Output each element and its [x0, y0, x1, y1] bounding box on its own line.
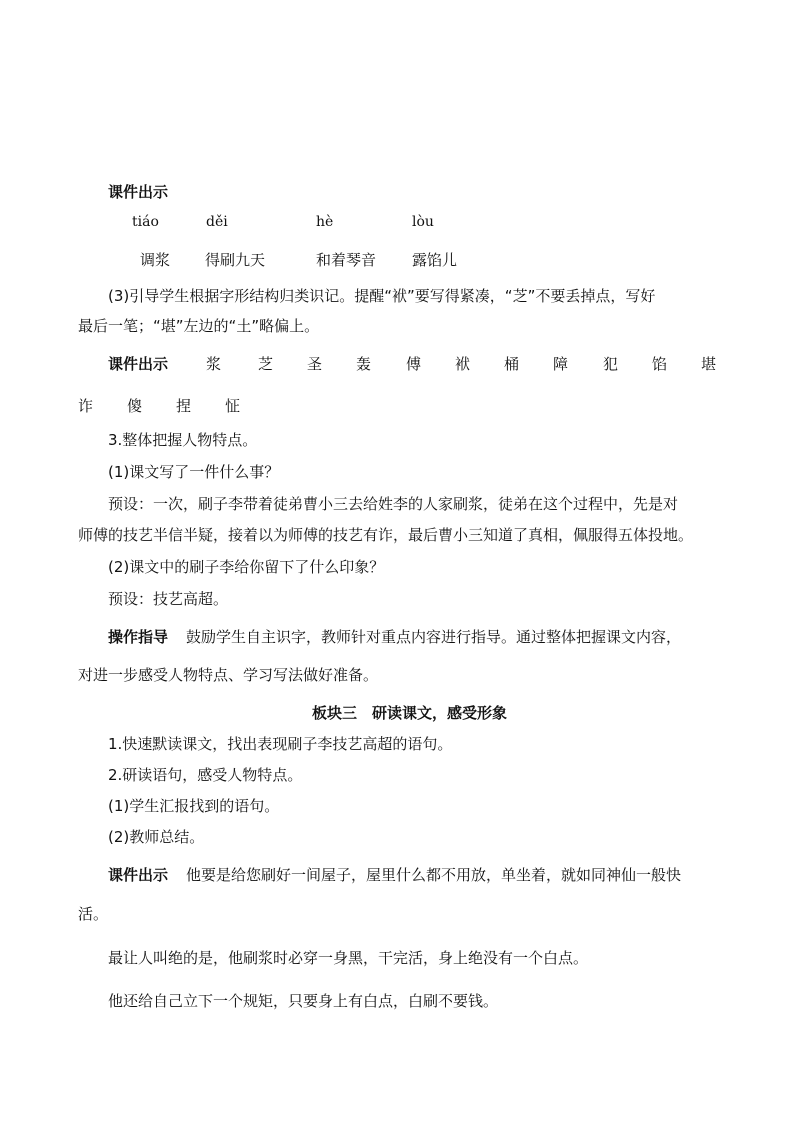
char-14: 捏 [176, 397, 192, 415]
operation-guide-label: 操作指导 [108, 628, 169, 646]
vocab-word-4: 露馅儿 [412, 251, 458, 269]
question-1: (1)课文写了一件什么事？ [108, 463, 280, 481]
char-6: 袱 [455, 355, 471, 373]
question-2: (2)课文中的刷子李给你留下了什么印象？ [108, 558, 385, 576]
char-7: 桶 [504, 355, 520, 373]
operation-guide-line-2: 对进一步感受人物特点、学习写法做好准备。 [78, 666, 379, 684]
char-2: 芝 [258, 355, 274, 373]
char-3: 圣 [307, 355, 323, 373]
pinyin-3: hè [316, 214, 334, 230]
char-15: 怔 [225, 397, 241, 415]
courseware-label-2: 课件出示 [108, 355, 169, 373]
char-1: 浆 [206, 355, 222, 373]
pinyin-1: tiáo [132, 214, 159, 230]
paragraph-3-line-2: 最后一笔；“堪”左边的“土”略偏上。 [78, 317, 320, 335]
char-5: 傅 [406, 355, 422, 373]
courseware-label-1: 课件出示 [108, 183, 169, 201]
vocab-word-3: 和着琴音 [316, 251, 377, 269]
courseware-3-line-2: 活。 [78, 905, 109, 923]
vocab-word-2: 得刷九天 [205, 251, 266, 269]
paragraph-3-line-1: (3)引导学生根据字形结构归类识记。提醒“袱”要写得紧凑，“芝”不要丢掉点，写好 [108, 287, 656, 305]
char-8: 障 [553, 355, 569, 373]
pinyin-2: děi [206, 214, 228, 230]
quote-2: 最让人叫绝的是，他刷浆时必穿一身黑，干完活，身上绝没有一个白点。 [108, 949, 589, 967]
item-3-heading: 3.整体把握人物特点。 [108, 431, 258, 449]
char-4: 轰 [356, 355, 372, 373]
char-11: 堪 [701, 355, 717, 373]
block-3-sub-2: (2)教师总结。 [108, 828, 205, 846]
char-12: 诈 [78, 397, 94, 415]
preset-1-line-2: 师傅的技艺半信半疑，接着以为师傅的技艺有诈，最后曹小三知道了真相，佩服得五体投地。 [78, 526, 694, 544]
char-9: 犯 [603, 355, 619, 373]
vocab-word-1: 调浆 [140, 251, 171, 269]
block-3-item-1: 1.快速默读课文，找出表现刷子李技艺高超的语句。 [108, 735, 453, 753]
char-10: 馅 [652, 355, 668, 373]
block-3-title: 板块三 研读课文，感受形象 [312, 704, 508, 722]
pinyin-4: lòu [412, 214, 434, 230]
preset-1-line-1: 预设：一次，刷子李带着徒弟曹小三去给姓李的人家刷浆，徒弟在这个过程中，先是对 [108, 495, 679, 513]
courseware-label-3: 课件出示 [108, 866, 169, 884]
block-3-sub-1: (1)学生汇报找到的语句。 [108, 797, 280, 815]
block-3-item-2: 2.研读语句，感受人物特点。 [108, 766, 303, 784]
courseware-3-line-1: 他要是给您刷好一间屋子，屋里什么都不用放，单坐着，就如同神仙一般快 [186, 866, 682, 884]
quote-3: 他还给自己立下一个规矩，只要身上有白点，白刷不要钱。 [108, 992, 499, 1010]
operation-guide-line-1: 鼓励学生自主识字，教师针对重点内容进行指导。通过整体把握课文内容， [186, 628, 682, 646]
preset-2: 预设：技艺高超。 [108, 590, 229, 608]
char-13: 傻 [127, 397, 143, 415]
